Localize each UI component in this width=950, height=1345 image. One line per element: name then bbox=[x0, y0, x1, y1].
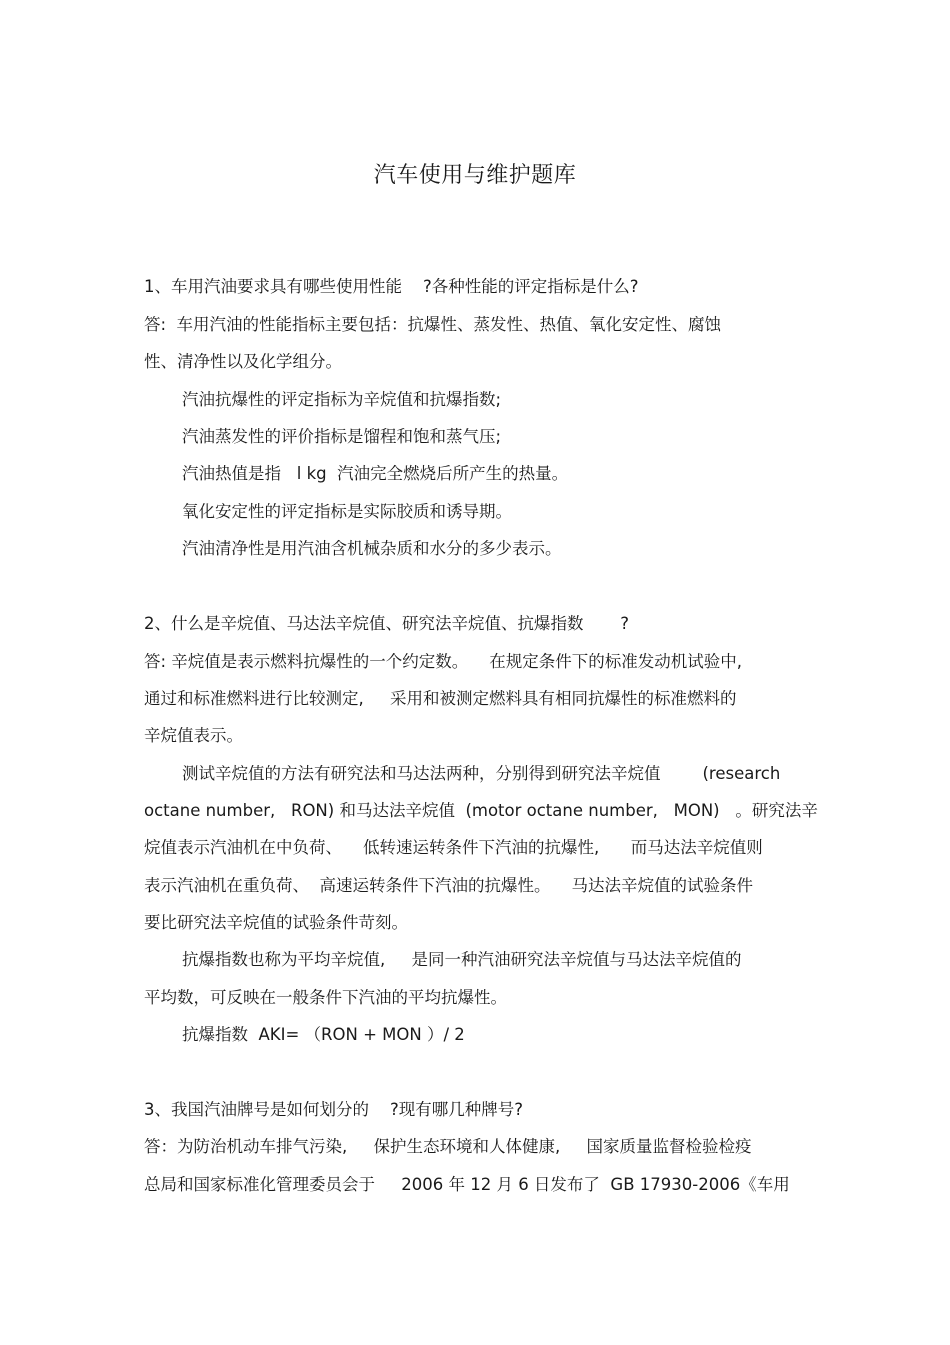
formula-aki: 抗爆指数 AKI= （RON + MON ）/ 2 bbox=[182, 1025, 465, 1044]
answer-1-point-4: 氧化安定性的评定指标是实际胶质和诱导期。 bbox=[182, 502, 512, 521]
answer-1-point-3: 汽油热值是指 l kg 汽油完全燃烧后所产生的热量。 bbox=[182, 464, 569, 483]
answer-2-para-c-line-2: 平均数，可反映在一般条件下汽油的平均抗爆性。 bbox=[144, 988, 507, 1007]
answer-2-line-3: 辛烷值表示。 bbox=[144, 726, 243, 745]
answer-3-line-1: 答：为防治机动车排气污染, 保护生态环境和人体健康, 国家质量监督检验检疫 bbox=[144, 1137, 752, 1156]
question-1: 1、车用汽油要求具有哪些使用性能 ?各种性能的评定指标是什么? bbox=[144, 277, 639, 296]
answer-1-point-1: 汽油抗爆性的评定指标为辛烷值和抗爆指数; bbox=[182, 390, 502, 409]
answer-2-para-b-line-3: 烷值表示汽油机在中负荷、 低转速运转条件下汽油的抗爆性, 而马达法辛烷值则 bbox=[144, 838, 763, 857]
answer-1-line-1: 答: 车用汽油的性能指标主要包括：抗爆性、蒸发性、热值、氧化安定性、腐蚀 bbox=[144, 315, 722, 334]
answer-2-line-2: 通过和标准燃料进行比较测定, 采用和被测定燃料具有相同抗爆性的标准燃料的 bbox=[144, 689, 737, 708]
answer-2-line-1: 答: 辛烷值是表示燃料抗爆性的一个约定数。 在规定条件下的标准发动机试验中, bbox=[144, 652, 743, 671]
answer-1-point-2: 汽油蒸发性的评价指标是馏程和饱和蒸气压; bbox=[182, 427, 502, 446]
answer-2-para-b-line-4: 表示汽油机在重负荷、 高速运转条件下汽油的抗爆性。 马达法辛烷值的试验条件 bbox=[144, 876, 753, 895]
answer-1-line-2: 性、清净性以及化学组分。 bbox=[144, 352, 342, 371]
answer-1-point-5: 汽油清净性是用汽油含机械杂质和水分的多少表示。 bbox=[182, 539, 562, 558]
answer-2-para-b-line-5: 要比研究法辛烷值的试验条件苛刻。 bbox=[144, 913, 408, 932]
answer-2-para-c-line-1: 抗爆指数也称为平均辛烷值, 是同一种汽油研究法辛烷值与马达法辛烷值的 bbox=[182, 950, 742, 969]
question-2: 2、什么是辛烷值、马达法辛烷值、研究法辛烷值、抗爆指数 ? bbox=[144, 614, 629, 633]
answer-2-para-b-line-2: octane number, RON) 和马达法辛烷值 (motor octane number, MON) 。研究法辛 bbox=[144, 801, 818, 820]
question-3: 3、我国汽油牌号是如何划分的 ?现有哪几种牌号? bbox=[144, 1100, 523, 1119]
answer-3-line-2: 总局和国家标准化管理委员会于 2006 年 12 月 6 日发布了 GB 17930-2006《车用 bbox=[144, 1175, 790, 1194]
page-title: 汽车使用与维护题库 bbox=[373, 163, 577, 188]
answer-2-para-b-line-1: 测试辛烷值的方法有研究法和马达法两种，分别得到研究法辛烷值 (research bbox=[182, 764, 781, 783]
